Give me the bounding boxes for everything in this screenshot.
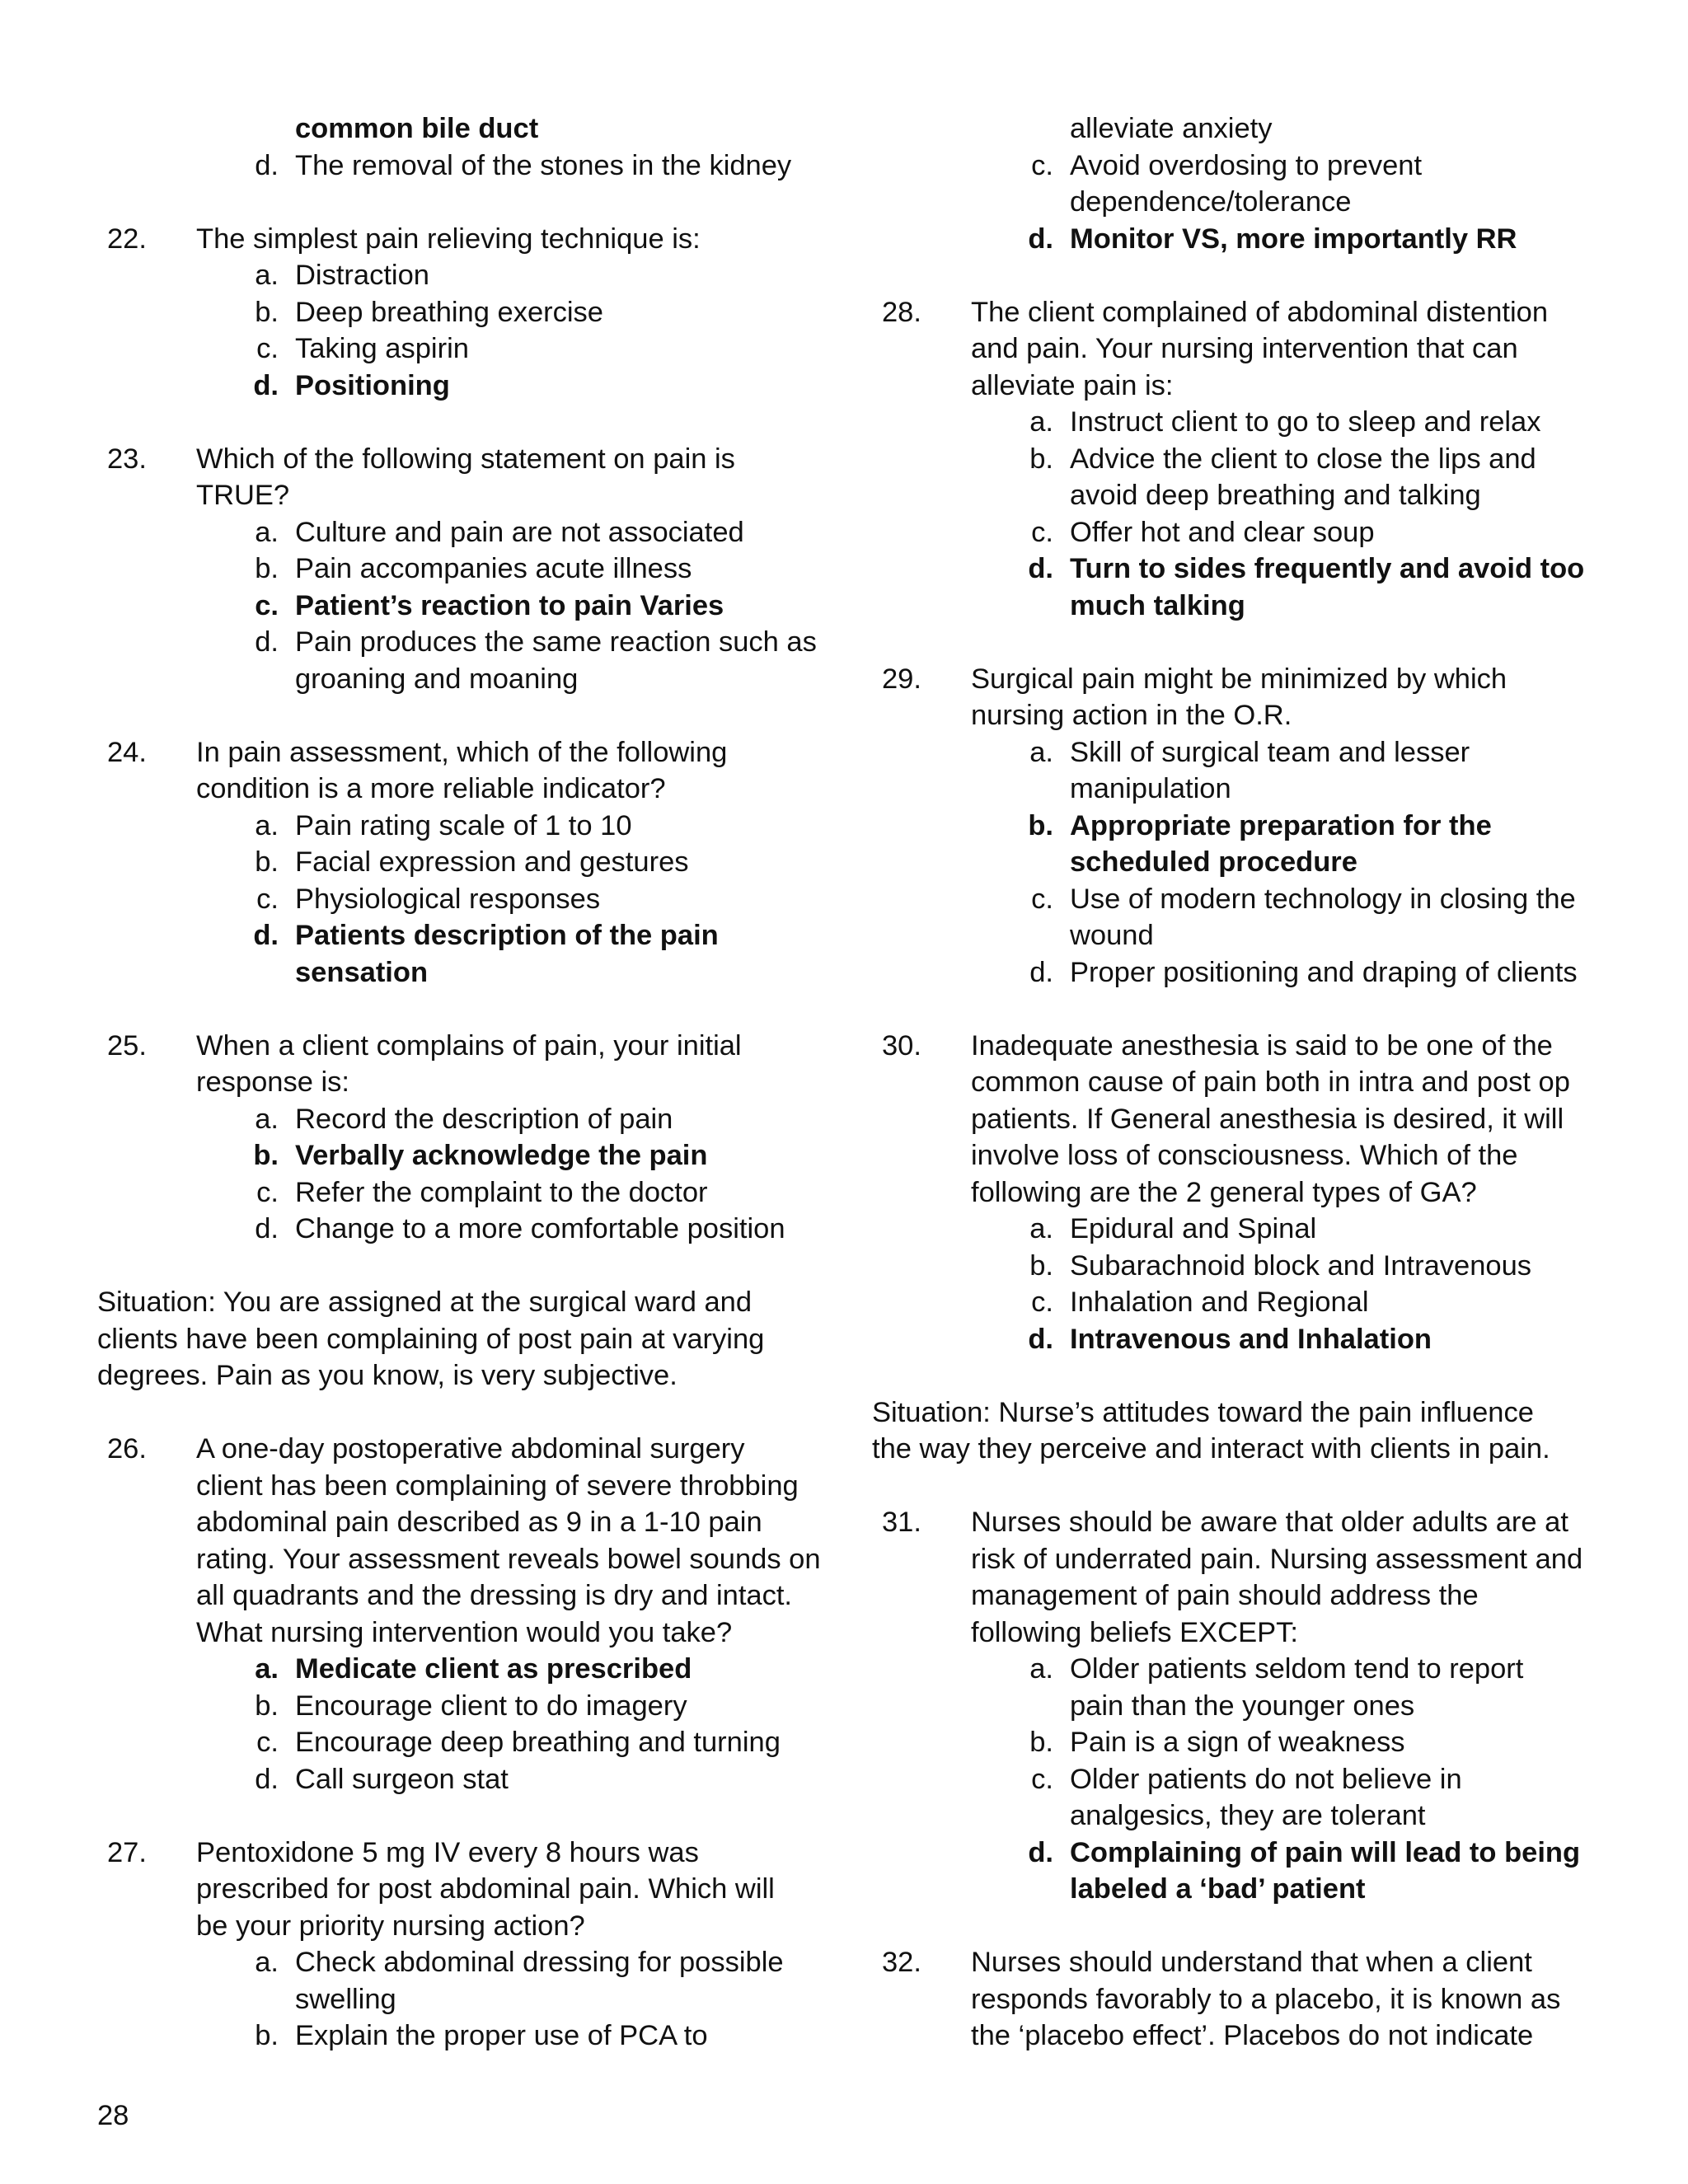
option-text: avoid deep breathing and talking xyxy=(1070,480,1481,511)
option-letter: b. xyxy=(1028,809,1053,841)
option-text: common bile duct xyxy=(295,113,539,144)
option-text: Physiological responses xyxy=(295,883,601,915)
option-text: Encourage deep breathing and turning xyxy=(295,1727,781,1758)
question-number: 29. xyxy=(882,663,921,695)
blank-line xyxy=(97,991,823,1028)
option-text: Instruct client to go to sleep and relax xyxy=(1070,406,1541,438)
option-letter: c. xyxy=(255,589,279,621)
question-text: Surgical pain might be minimized by which xyxy=(971,663,1507,695)
question-number: 24. xyxy=(107,736,147,768)
question-text: response is: xyxy=(196,1066,350,1098)
option-text: Older patients seldom tend to report xyxy=(1070,1653,1524,1685)
question-number: 32. xyxy=(882,1947,921,1978)
text-line xyxy=(97,514,823,551)
text-line xyxy=(872,1028,1597,1065)
text-line xyxy=(97,771,823,808)
text-line xyxy=(97,808,823,845)
option-text: Facial expression and gestures xyxy=(295,846,689,878)
option-text: Pain rating scale of 1 to 10 xyxy=(295,809,632,841)
answer-option-text: sensation xyxy=(295,956,429,988)
text-line xyxy=(872,1871,1597,1908)
option-letter: a. xyxy=(255,1653,279,1685)
option-text: Pain accompanies acute illness xyxy=(295,553,692,584)
text-line xyxy=(97,1615,823,1652)
option-text: wound xyxy=(1070,920,1154,951)
text-line xyxy=(872,110,1597,148)
question-text: In pain assessment, which of the following xyxy=(196,736,728,768)
option-text: Call surgeon stat xyxy=(295,1763,509,1795)
text-line xyxy=(872,1688,1597,1725)
text-line xyxy=(97,1651,823,1688)
text-line xyxy=(872,844,1597,881)
text-line xyxy=(97,551,823,588)
option-text: Older patients do not believe in xyxy=(1070,1763,1462,1795)
text-line xyxy=(872,917,1597,954)
text-line xyxy=(97,624,823,661)
question-text: When a client complains of pain, your initial xyxy=(196,1029,742,1062)
blank-line xyxy=(872,1468,1597,1505)
question-text: patients. If General anesthesia is desired, it will xyxy=(971,1103,1564,1135)
left-column xyxy=(97,110,823,2055)
option-text: Refer the complaint to the doctor xyxy=(295,1176,708,1208)
text-line xyxy=(872,1321,1597,1358)
question-text: Nurses should understand that when a client xyxy=(971,1947,1532,1978)
text-line xyxy=(97,1468,823,1505)
option-text: manipulation xyxy=(1070,773,1231,804)
question-text: The simplest pain relieving technique is: xyxy=(196,223,701,255)
option-text: Monitor VS, more importantly RR xyxy=(1070,223,1517,255)
question-text: The client complained of abdominal distention xyxy=(971,296,1549,328)
answer-option-text: Appropriate preparation for the xyxy=(1070,809,1492,841)
question-number: 26. xyxy=(107,1433,147,1465)
option-text: Subarachnoid block and Intravenous xyxy=(1070,1249,1532,1282)
blank-line xyxy=(97,1797,823,1835)
text-line xyxy=(872,1835,1597,1872)
question-text: rating. Your assessment reveals bowel sounds on xyxy=(196,1543,821,1575)
answer-option-text: Turn to sides frequently and avoid too xyxy=(1070,553,1585,584)
option-letter: a. xyxy=(1029,1213,1053,1244)
text-line xyxy=(872,1284,1597,1321)
option-text: groaning and moaning xyxy=(295,663,579,695)
text-line xyxy=(97,1431,823,1468)
text-line xyxy=(97,2018,823,2055)
option-letter: d. xyxy=(255,1213,279,1244)
option-letter: b. xyxy=(253,1140,279,1171)
option-text: dependence/tolerance xyxy=(1070,186,1352,218)
option-text: Taking aspirin xyxy=(295,333,469,364)
text-line xyxy=(97,1357,823,1394)
text-line xyxy=(872,1137,1597,1174)
option-text: Advice the client to close the lips and xyxy=(1070,443,1536,475)
question-text: and pain. Your nursing intervention that can xyxy=(971,333,1518,364)
text-line xyxy=(872,1577,1597,1615)
question-text: Inadequate anesthesia is said to be one of the xyxy=(971,1029,1553,1062)
text-line xyxy=(97,917,823,954)
text-line xyxy=(872,404,1597,441)
text-line xyxy=(872,551,1597,588)
option-letter: c. xyxy=(1031,883,1053,915)
question-text: involve loss of consciousness. Which of the xyxy=(971,1140,1518,1171)
question-number: 30. xyxy=(882,1029,921,1062)
text-line xyxy=(872,734,1597,771)
text-line xyxy=(97,1908,823,1945)
question-text: condition is a more reliable indicator? xyxy=(196,773,666,804)
option-text: Epidural and Spinal xyxy=(1070,1213,1317,1244)
text-line xyxy=(97,368,823,405)
text-line xyxy=(97,661,823,698)
answer-option-text: scheduled procedure xyxy=(1070,846,1357,878)
text-line xyxy=(97,330,823,368)
option-text: The removal of the stones in the kidney xyxy=(295,149,792,181)
question-text: Which of the following statement on pain is xyxy=(196,443,735,475)
blank-line xyxy=(872,257,1597,294)
question-text: common cause of pain both in intra and post op xyxy=(971,1066,1570,1098)
option-text: swelling xyxy=(295,1983,396,2015)
question-text: alleviate pain is: xyxy=(971,369,1174,401)
option-letter: b. xyxy=(255,2020,279,2051)
question-text: the ‘placebo effect’. Placebos do not indicate xyxy=(971,2020,1534,2051)
option-text: Change to a more comfortable position xyxy=(295,1213,785,1244)
text-line xyxy=(872,1615,1597,1652)
text-line xyxy=(872,1504,1597,1541)
option-letter: b. xyxy=(255,846,279,878)
answer-option-text: Verbally acknowledge the pain xyxy=(295,1140,708,1171)
question-text: What nursing intervention would you take? xyxy=(196,1616,733,1648)
text-line xyxy=(872,1541,1597,1578)
option-letter: d. xyxy=(255,149,279,181)
text-line xyxy=(872,441,1597,478)
text-line xyxy=(872,661,1597,698)
option-letter: a. xyxy=(255,809,279,841)
situation-text: Situation: Nurse’s attitudes toward the pain influence xyxy=(872,1396,1534,1428)
text-line xyxy=(97,110,823,148)
blank-line xyxy=(872,1908,1597,1945)
blank-line xyxy=(872,991,1597,1028)
question-text: nursing action in the O.R. xyxy=(971,700,1292,731)
text-line xyxy=(97,257,823,294)
text-line xyxy=(97,1835,823,1872)
question-text: A one-day postoperative abdominal surgery xyxy=(196,1433,745,1465)
text-line xyxy=(97,1944,823,1981)
text-line xyxy=(97,1688,823,1725)
answer-option-text: Medicate client as prescribed xyxy=(295,1653,692,1685)
text-line xyxy=(97,734,823,771)
question-text: management of pain should address the xyxy=(971,1580,1479,1611)
option-letter: a. xyxy=(1029,1653,1053,1685)
text-line xyxy=(872,1944,1597,1981)
question-text: all quadrants and the dressing is dry and intact. xyxy=(196,1580,793,1611)
option-letter: d. xyxy=(255,1763,279,1795)
option-letter: c. xyxy=(1031,516,1053,548)
answer-option-text: Patients description of the pain xyxy=(295,920,719,951)
option-letter: b. xyxy=(1029,1727,1053,1758)
option-letter: b. xyxy=(255,553,279,584)
question-text: TRUE? xyxy=(196,480,290,511)
question-text: be your priority nursing action? xyxy=(196,1910,585,1942)
question-number: 27. xyxy=(107,1836,147,1868)
situation-text: degrees. Pain as you know, is very subjective. xyxy=(97,1360,678,1391)
option-text: Avoid overdosing to prevent xyxy=(1070,149,1423,181)
option-letter: b. xyxy=(1029,443,1053,475)
text-line xyxy=(872,1248,1597,1285)
text-line xyxy=(97,148,823,185)
text-line xyxy=(97,294,823,331)
text-line xyxy=(872,808,1597,845)
option-text: Inhalation and Regional xyxy=(1070,1286,1369,1318)
option-text: analgesics, they are tolerant xyxy=(1070,1800,1426,1831)
text-line xyxy=(872,2018,1597,2055)
text-line xyxy=(97,881,823,918)
answer-option-text: labeled a ‘bad’ patient xyxy=(1070,1873,1366,1905)
option-letter: b. xyxy=(255,296,279,328)
situation-text: the way they perceive and interact with clients in pain. xyxy=(872,1433,1550,1465)
text-line xyxy=(872,771,1597,808)
text-line xyxy=(872,477,1597,514)
text-line xyxy=(872,954,1597,991)
option-text: Use of modern technology in closing the xyxy=(1070,883,1576,915)
blank-line xyxy=(872,1357,1597,1394)
text-line xyxy=(872,221,1597,258)
option-letter: b. xyxy=(1029,1249,1053,1282)
answer-option-text: much talking xyxy=(1070,589,1245,621)
blank-line xyxy=(872,624,1597,661)
text-line xyxy=(97,844,823,881)
question-number: 28. xyxy=(882,296,921,328)
blank-line xyxy=(97,1394,823,1432)
blank-line xyxy=(97,184,823,221)
text-line xyxy=(97,1541,823,1578)
option-letter: d. xyxy=(253,369,279,401)
answer-option-text: Intravenous and Inhalation xyxy=(1070,1323,1432,1355)
text-line xyxy=(97,1284,823,1321)
blank-line xyxy=(97,1248,823,1285)
option-text: Distraction xyxy=(295,260,429,291)
page-number: 28 xyxy=(97,2100,129,2131)
option-letter: a. xyxy=(1029,736,1053,768)
text-line xyxy=(872,588,1597,625)
text-line xyxy=(872,1981,1597,2018)
question-text: following are the 2 general types of GA? xyxy=(971,1176,1477,1208)
text-line xyxy=(872,1064,1597,1101)
text-line xyxy=(97,221,823,258)
question-text: prescribed for post abdominal pain. Which will xyxy=(196,1873,775,1905)
text-line xyxy=(97,1101,823,1138)
question-text: following beliefs EXCEPT: xyxy=(971,1616,1298,1648)
option-letter: d. xyxy=(1028,1836,1053,1868)
option-letter: a. xyxy=(1029,406,1053,438)
text-line xyxy=(872,697,1597,734)
text-line xyxy=(97,1028,823,1065)
text-line xyxy=(97,1504,823,1541)
option-text: alleviate anxiety xyxy=(1070,113,1273,144)
option-letter: a. xyxy=(255,516,279,548)
text-line xyxy=(97,1981,823,2018)
text-line xyxy=(872,330,1597,368)
option-text: Pain produces the same reaction such as xyxy=(295,626,817,658)
text-line xyxy=(97,1137,823,1174)
option-letter: a. xyxy=(255,260,279,291)
question-text: Pentoxidone 5 mg IV every 8 hours was xyxy=(196,1836,699,1868)
answer-option-text: Complaining of pain will lead to being xyxy=(1070,1836,1581,1868)
situation-text: Situation: You are assigned at the surgical ward and xyxy=(97,1286,753,1318)
text-line xyxy=(97,588,823,625)
text-line xyxy=(872,1651,1597,1688)
question-text: responds favorably to a placebo, it is known as xyxy=(971,1983,1561,2015)
text-line xyxy=(872,1724,1597,1761)
text-line xyxy=(97,1211,823,1248)
option-letter: d. xyxy=(1028,1323,1053,1355)
text-line xyxy=(97,1761,823,1798)
text-line xyxy=(872,881,1597,918)
text-line xyxy=(872,1761,1597,1798)
option-letter: c. xyxy=(256,1176,279,1208)
question-text: Nurses should be aware that older adults are at xyxy=(971,1507,1568,1538)
answer-option-text: Positioning xyxy=(295,369,450,401)
text-line xyxy=(872,1797,1597,1835)
option-letter: c. xyxy=(256,333,279,364)
blank-line xyxy=(97,697,823,734)
text-line xyxy=(97,1577,823,1615)
text-line xyxy=(97,1871,823,1908)
option-letter: d. xyxy=(1029,956,1053,988)
text-line xyxy=(872,184,1597,221)
option-letter: a. xyxy=(255,1947,279,1978)
option-letter: c. xyxy=(1031,1286,1053,1318)
question-text: abdominal pain described as 9 in a 1-10 pain xyxy=(196,1507,762,1538)
option-text: Proper positioning and draping of clients xyxy=(1070,956,1578,988)
answer-option-text: Patient’s reaction to pain Varies xyxy=(295,589,724,621)
text-line xyxy=(872,294,1597,331)
option-letter: a. xyxy=(255,1103,279,1135)
question-number: 22. xyxy=(107,223,147,255)
option-text: Offer hot and clear soup xyxy=(1070,516,1375,548)
question-text: risk of underrated pain. Nursing assessment and xyxy=(971,1543,1583,1575)
text-line xyxy=(97,1174,823,1212)
text-line xyxy=(97,1064,823,1101)
question-number: 31. xyxy=(882,1507,921,1538)
question-number: 25. xyxy=(107,1029,147,1062)
option-letter: c. xyxy=(256,883,279,915)
option-letter: d. xyxy=(1028,223,1053,255)
text-line xyxy=(872,514,1597,551)
option-letter: d. xyxy=(1028,553,1053,584)
option-text: Check abdominal dressing for possible xyxy=(295,1947,784,1978)
text-line xyxy=(872,1101,1597,1138)
option-text: Skill of surgical team and lesser xyxy=(1070,736,1470,768)
option-text: Pain is a sign of weakness xyxy=(1070,1727,1405,1758)
option-text: pain than the younger ones xyxy=(1070,1690,1415,1722)
text-line xyxy=(97,477,823,514)
text-line xyxy=(872,1211,1597,1248)
text-line xyxy=(97,1724,823,1761)
text-line xyxy=(872,1431,1597,1468)
option-letter: d. xyxy=(253,920,279,951)
option-letter: c. xyxy=(256,1727,279,1758)
option-letter: c. xyxy=(1031,1763,1053,1795)
option-letter: d. xyxy=(255,626,279,658)
text-line xyxy=(872,148,1597,185)
option-letter: b. xyxy=(255,1690,279,1722)
text-line xyxy=(872,1174,1597,1212)
option-text: Culture and pain are not associated xyxy=(295,516,744,548)
option-text: Encourage client to do imagery xyxy=(295,1690,687,1722)
right-column xyxy=(872,110,1597,2055)
text-line xyxy=(872,368,1597,405)
option-text: Deep breathing exercise xyxy=(295,296,603,328)
option-letter: c. xyxy=(1031,149,1053,181)
question-text: client has been complaining of severe throbbing xyxy=(196,1469,799,1502)
question-number: 23. xyxy=(107,443,147,475)
text-line xyxy=(97,1321,823,1358)
option-text: Record the description of pain xyxy=(295,1103,673,1135)
text-line xyxy=(97,441,823,478)
text-line xyxy=(97,954,823,991)
blank-line xyxy=(97,404,823,441)
text-line xyxy=(872,1394,1597,1432)
situation-text: clients have been complaining of post pain at varying xyxy=(97,1323,765,1355)
option-text: Explain the proper use of PCA to xyxy=(295,2020,708,2051)
